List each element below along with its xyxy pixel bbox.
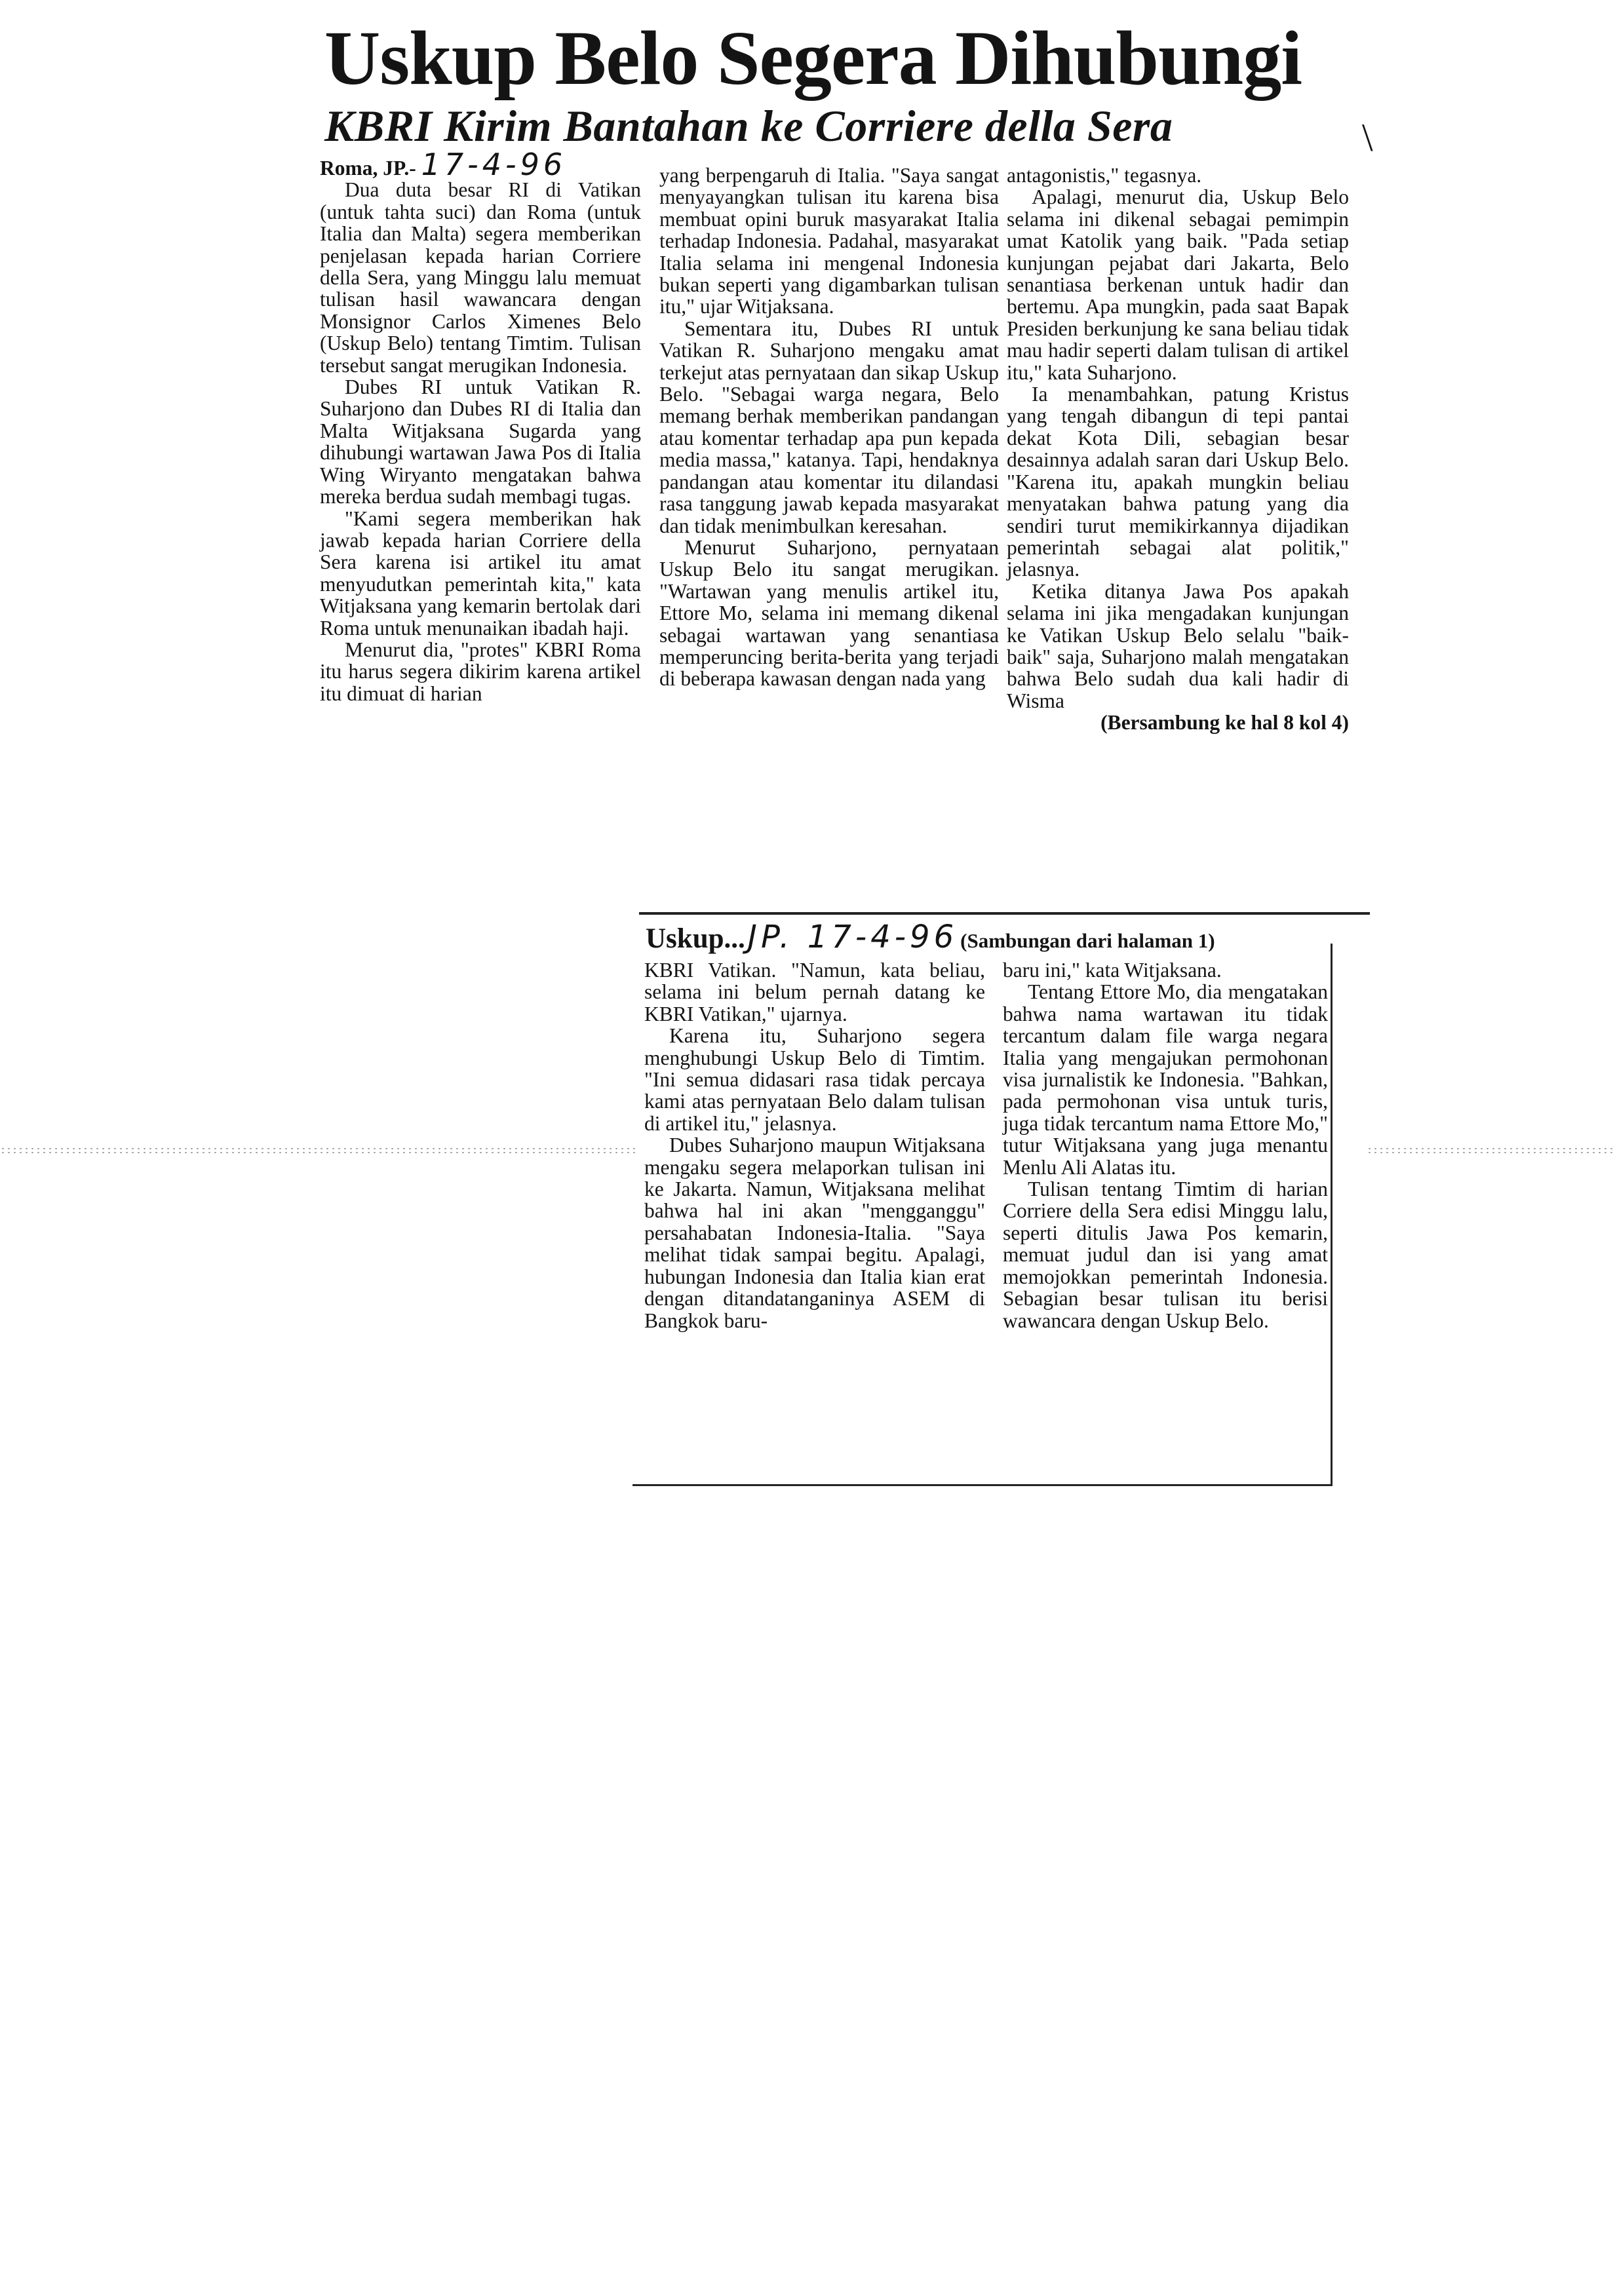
article-paragraph: Ketika ditanya Jawa Pos apakah selama ini jika mengadakan kunjungan ke Vatikan Uskup Belo selalu "baik-baik" saja, Suharjono malah mengatakan bahwa Belo sudah dua kali hadir di Wisma (1007, 579, 1349, 712)
right-border (1331, 944, 1333, 1486)
continuation-paragraph: Karena itu, Suharjono segera menghubungi Uskup Belo di Timtim. "Ini semua didasari rasa tidak percaya kami atas pernyataan Belo dalam tulisan di artikel itu," jelasnya. (644, 1024, 985, 1135)
article-column-2 (659, 164, 999, 690)
jump-line: (Bersambung ke hal 8 kol 4) (1100, 711, 1349, 735)
section-divider (639, 912, 1370, 915)
continuation-paragraph: Dubes Suharjono maupun Witjaksana mengaku segera melaporkan tulisan ini ke Jakarta. Namun, Witjaksana melihat bahwa hal ini akan "mengganggu" persahabatan Indonesia-Italia. "Saya melihat tidak sampai begitu. Apalagi, hubungan Indonesia dan Italia kian erat dengan ditandatanganinya ASEM di Bangkok baru- (644, 1134, 985, 1332)
article-paragraph: Sementara itu, Dubes RI untuk Vatikan R. Suharjono mengaku amat terkejut atas pernyataan dan sikap Uskup Belo. "Sebagai warga negara, Belo memang berhak memberikan pandangan atau komentar terhadap apa pun kepada media massa," katanya. Tapi, hendaknya pandangan atau komentar itu dilandasi rasa tanggung jawab kepada masyarakat dan tidak menimbulkan keresahan. (659, 316, 999, 537)
continuation-paragraph: KBRI Vatikan. "Namun, kata beliau, selama ini belum pernah datang ke KBRI Vatikan," ujarnya. (644, 959, 985, 1025)
continuation-paragraph: Tulisan tentang Timtim di harian Corriere della Sera edisi Minggu lalu, seperti ditulis Jawa Pos kemarin, memuat judul dan isi yang amat memojokkan pemerintah Indonesia. Sebagian besar tulisan itu berisi wawancara dengan Uskup Belo. (1003, 1177, 1328, 1332)
article-paragraph: Menurut dia, "protes" KBRI Roma itu harus segera dikirim karena artikel itu dimuat di harian (320, 638, 641, 705)
article-paragraph: Apalagi, menurut dia, Uskup Belo selama ini dikenal sebagai pemimpin umat Katolik yang baik. "Pada setiap kunjungan pejabat dari Jakarta, Belo senantiasa berkenan untuk hadir dan bertemu. Apa mungkin, pada saat Bapak Presiden berkunjung ke sana beliau tidak mau hadir seperti dalam tulisan di artikel itu," kata Suharjono. (1007, 185, 1349, 384)
article-paragraph: Dubes RI untuk Vatikan R. Suharjono dan Dubes RI di Italia dan Malta Witjaksana Sugarda yang dihubungi wartawan Jawa Pos di Italia Wing Wiryanto mengatakan bahwa mereka berdua sudah membagi tugas. (320, 375, 641, 508)
article-paragraph: Ia menambahkan, patung Kristus yang tengah dibangun di tepi pantai dekat Kota Dili, sebagian besar desainnya adalah saran dari Uskup Belo. "Karena itu, apakah mungkin beliau menyatakan bahwa patung yang dia sendiri turut memikirkannya dijadikan pemerintah sebagai alat politik," jelasnya. (1007, 383, 1349, 581)
continuation-paragraph: Tentang Ettore Mo, dia mengatakan bahwa nama wartawan itu tidak tercantum dalam file warga negara Italia yang mengajukan permohonan visa jurnalistik ke Indonesia. "Bahkan, pada permohonan visa untuk turis, juga tidak tercantum nama Ettore Mo," tutur Witjaksana yang juga menantu Menlu Ali Alatas itu. (1003, 980, 1328, 1179)
scan-fold-left (0, 1147, 639, 1155)
margin-mark: \ (1362, 116, 1373, 159)
article-paragraph: Menurut Suharjono, pernyataan Uskup Belo itu sangat merugikan. "Wartawan yang menulis artikel itu, Ettore Mo, selama ini memang dikenal sebagai wartawan yang senantiasa memperuncing berita-berita yang terjadi di beberapa kawasan dengan nada yang (659, 535, 999, 691)
article-paragraph: "Kami segera memberikan hak jawab kepada harian Corriere della Sera karena isi artikel itu amat menyudutkan pemerintah kita," kata Witjaksana yang kemarin bertolak dari Roma untuk menunaikan ibadah haji. (320, 507, 641, 640)
continuation-column-1 (644, 959, 985, 1331)
article-paragraph: yang berpengaruh di Italia. "Saya sangat menyayangkan tulisan itu karena bisa membuat opini buruk masyarakat Italia terhadap Indonesia. Padahal, masyarakat Italia selama ini mengenal Indonesia bukan seperti yang digambarkan tulisan itu," ujar Witjaksana. (659, 164, 999, 318)
article-paragraph: Dua duta besar RI di Vatikan (untuk tahta suci) dan Roma (untuk Italia dan Malta) segera memberikan penjelasan kepada harian Corriere della Sera, yang Minggu lalu memuat tulisan hasil wawancara dengan Monsignor Carlos Ximenes Belo (Uskup Belo) tentang Timtim. Tulisan tersebut sangat merugikan Indonesia. (320, 178, 641, 377)
subhead: KBRI Kirim Bantahan ke Corriere della Sera (324, 101, 1173, 151)
handwritten-date: JP. 17-4-96 (747, 919, 958, 955)
handwritten-date: 17-4-96 (421, 147, 567, 182)
headline: Uskup Belo Segera Dihubungi (324, 15, 1302, 101)
continuation-column-2 (1003, 959, 1328, 1331)
article-column-3 (1007, 164, 1349, 734)
continuation-note: (Sambungan dari halaman 1) (960, 929, 1215, 952)
dateline-paragraph (320, 147, 641, 182)
scan-fold-right (1367, 1147, 1615, 1155)
bottom-rule (632, 1484, 1331, 1486)
article-column-1 (320, 147, 641, 705)
dateline-place: Roma, JP.- (320, 157, 416, 180)
continuation-header (646, 919, 1396, 955)
article-paragraph: antagonistis," tegasnya. (1007, 164, 1202, 187)
continuation-paragraph: baru ini," kata Witjaksana. (1003, 959, 1222, 982)
continuation-keyword: Uskup... (646, 923, 745, 954)
